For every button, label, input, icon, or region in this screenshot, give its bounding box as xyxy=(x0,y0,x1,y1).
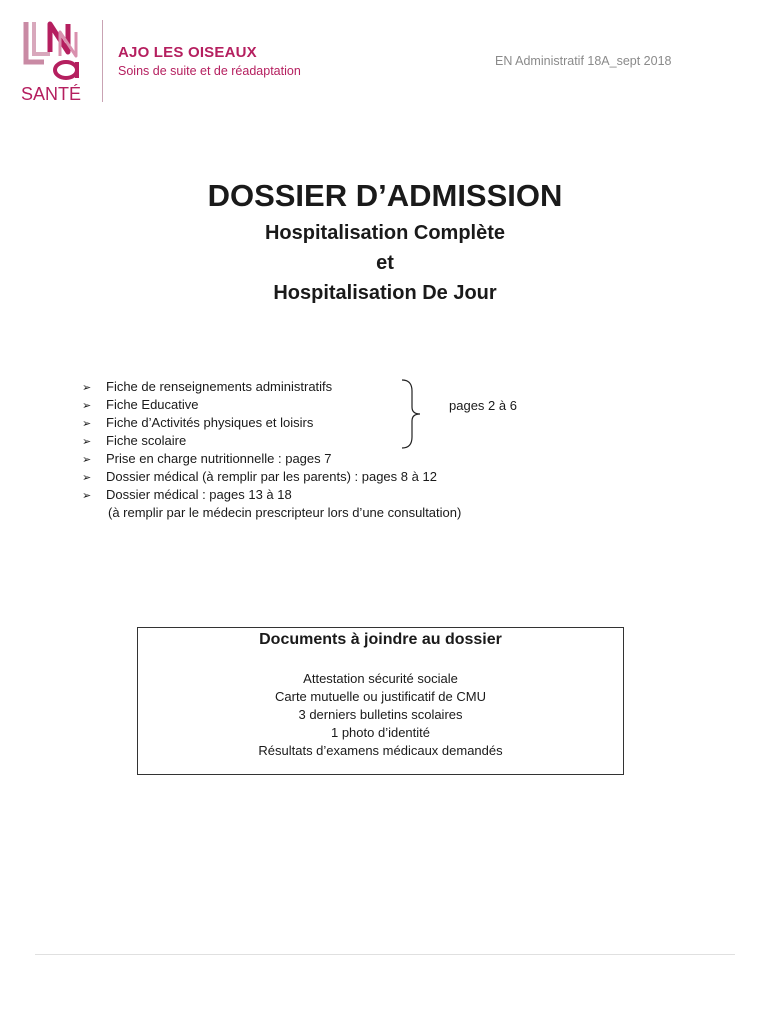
arrow-bullet-icon: ➢ xyxy=(82,490,92,502)
list-item xyxy=(82,432,437,450)
list-item-note: (à remplir par le médecin prescripteur lors d’une consultation) xyxy=(108,505,462,520)
list-item-label: Dossier médical (à remplir par les parents) : pages 8 à 12 xyxy=(106,469,437,484)
list-item xyxy=(82,450,437,468)
subtitle-line-1: Hospitalisation Complète xyxy=(264,222,506,244)
document-item: 1 photo d’identité xyxy=(330,725,431,740)
document-item: 3 derniers bulletins scolaires xyxy=(298,707,463,722)
logo-divider xyxy=(102,20,103,102)
list-item-label: Fiche d’Activités physiques et loisirs xyxy=(106,415,314,430)
documents-to-attach-box xyxy=(137,627,624,775)
arrow-bullet-icon: ➢ xyxy=(82,382,92,394)
list-item-label: Fiche Educative xyxy=(106,397,199,412)
arrow-bullet-icon: ➢ xyxy=(82,400,92,412)
arrow-bullet-icon: ➢ xyxy=(82,436,92,448)
arrow-bullet-icon: ➢ xyxy=(82,472,92,484)
documents-box-title: Documents à joindre au dossier xyxy=(259,631,502,648)
list-item xyxy=(82,486,437,504)
lna-sante-logo xyxy=(20,18,92,104)
list-item-label: Fiche de renseignements administratifs xyxy=(106,379,333,394)
list-item xyxy=(82,378,437,396)
logo-caption: SANTÉ xyxy=(21,84,82,104)
list-item-label: Fiche scolaire xyxy=(106,433,187,448)
documents-list xyxy=(138,670,623,760)
right-brace-icon xyxy=(400,379,422,449)
list-item-label: Dossier médical : pages 13 à 18 xyxy=(106,487,292,502)
required-forms-list xyxy=(82,378,437,504)
footer-divider xyxy=(35,954,735,955)
document-reference: EN Administratif 18A_sept 2018 xyxy=(495,54,672,68)
organization-name: AJO LES OISEAUX xyxy=(118,44,257,61)
arrow-bullet-icon: ➢ xyxy=(82,454,92,466)
arrow-bullet-icon: ➢ xyxy=(82,418,92,430)
organization-subtitle: Soins de suite et de réadaptation xyxy=(118,64,301,78)
list-item xyxy=(82,414,437,432)
list-item xyxy=(82,468,437,486)
subtitle-line-2: et xyxy=(376,252,394,274)
document-item: Résultats d’examens médicaux demandés xyxy=(258,743,503,758)
document-item: Attestation sécurité sociale xyxy=(303,671,458,686)
page-title: DOSSIER D’ADMISSION xyxy=(207,178,563,213)
list-item xyxy=(82,396,437,414)
grouped-pages-label: pages 2 à 6 xyxy=(449,398,517,413)
subtitle-line-3: Hospitalisation De Jour xyxy=(273,282,497,304)
lna-logo-mark xyxy=(20,18,92,104)
document-item: Carte mutuelle ou justificatif de CMU xyxy=(275,689,486,704)
list-item-label: Prise en charge nutritionnelle : pages 7 xyxy=(106,451,332,466)
